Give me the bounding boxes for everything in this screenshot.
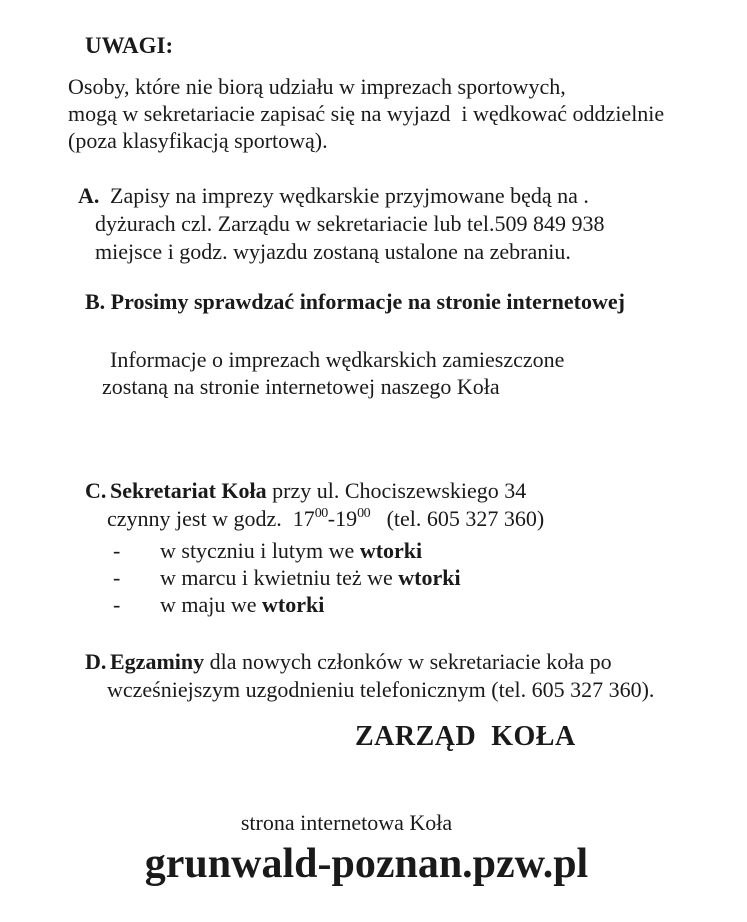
close-hour-minutes: 00 [357, 506, 371, 521]
section-d-text: dla nowych członków w sekretariacie koła po [204, 649, 612, 674]
section-d [0, 648, 747, 704]
hours-dash: - [327, 506, 336, 531]
section-d-line [85, 648, 747, 676]
schedule-day: wtorki [262, 592, 325, 617]
section-c-hours-line [107, 505, 747, 537]
section-a-line: dyżurach czl. Zarządu w sekretariacie lub tel.509 849 938 [95, 211, 605, 236]
schedule-day: wtorki [398, 565, 461, 590]
intro-paragraph [0, 73, 747, 154]
website-caption: strona internetowa Koła [240, 810, 453, 835]
section-d-lead: Egzaminy [110, 649, 205, 674]
intro-line: Osoby, które nie biorą udziału w imprezach sportowych, [68, 74, 566, 99]
section-b-heading: B. Prosimy sprawdzać informacje na stronie internetowej [85, 289, 625, 314]
section-a-text: Zapisy na imprezy wędkarskie przyjmowane będą na . [110, 183, 589, 208]
schedule-item [113, 564, 747, 591]
section-c [0, 477, 747, 618]
page-title: UWAGI: [85, 33, 174, 58]
intro-line: mogą w sekretariacie zapisać się na wyjazd i wędkować oddzielnie [68, 101, 665, 126]
section-d-label: D. [85, 649, 107, 674]
schedule-text: w styczniu i lutym we [160, 538, 360, 563]
section-c-label: C. [85, 478, 107, 503]
schedule-text: w maju we [160, 592, 263, 617]
schedule-item [113, 591, 747, 618]
section-a-line: miejsce i godz. wyjazdu zostaną ustalone na zebraniu. [95, 239, 571, 264]
section-c-title: Sekretariat Koła [110, 478, 267, 503]
section-b-line: zostaną na stronie internetowej naszego Koła [102, 374, 500, 399]
section-d-line: wcześniejszym uzgodnieniu telefonicznym (tel. 605 327 360). [107, 677, 655, 702]
dash-bullet: - [113, 538, 121, 563]
schedule-day: wtorki [359, 538, 423, 563]
schedule-text: w marcu i kwietniu też we [160, 565, 399, 590]
dash-bullet: - [113, 592, 121, 617]
open-hour-minutes: 00 [314, 506, 328, 521]
schedule-item [113, 537, 747, 564]
signature: ZARZĄD KOŁA [355, 721, 576, 752]
open-hour: 17 [292, 506, 315, 531]
section-c-address: przy ul. Chociszewskiego 34 [266, 478, 527, 503]
dash-bullet: - [113, 565, 121, 590]
close-hour: 19 [335, 506, 358, 531]
section-a-line [78, 182, 747, 210]
section-b-paragraph [0, 346, 747, 400]
intro-line: (poza klasyfikacją sportową). [68, 128, 328, 153]
hours-phone: (tel. 605 327 360) [370, 506, 545, 531]
section-a [0, 182, 747, 266]
section-b-line: Informacje o imprezach wędkarskich zamieszczone [110, 347, 565, 372]
website-url: grunwald-poznan.pzw.pl [144, 841, 589, 887]
hours-prefix: czynny jest w godz. [107, 506, 293, 531]
section-a-label: A. [78, 183, 100, 208]
section-c-title-line [85, 477, 747, 505]
